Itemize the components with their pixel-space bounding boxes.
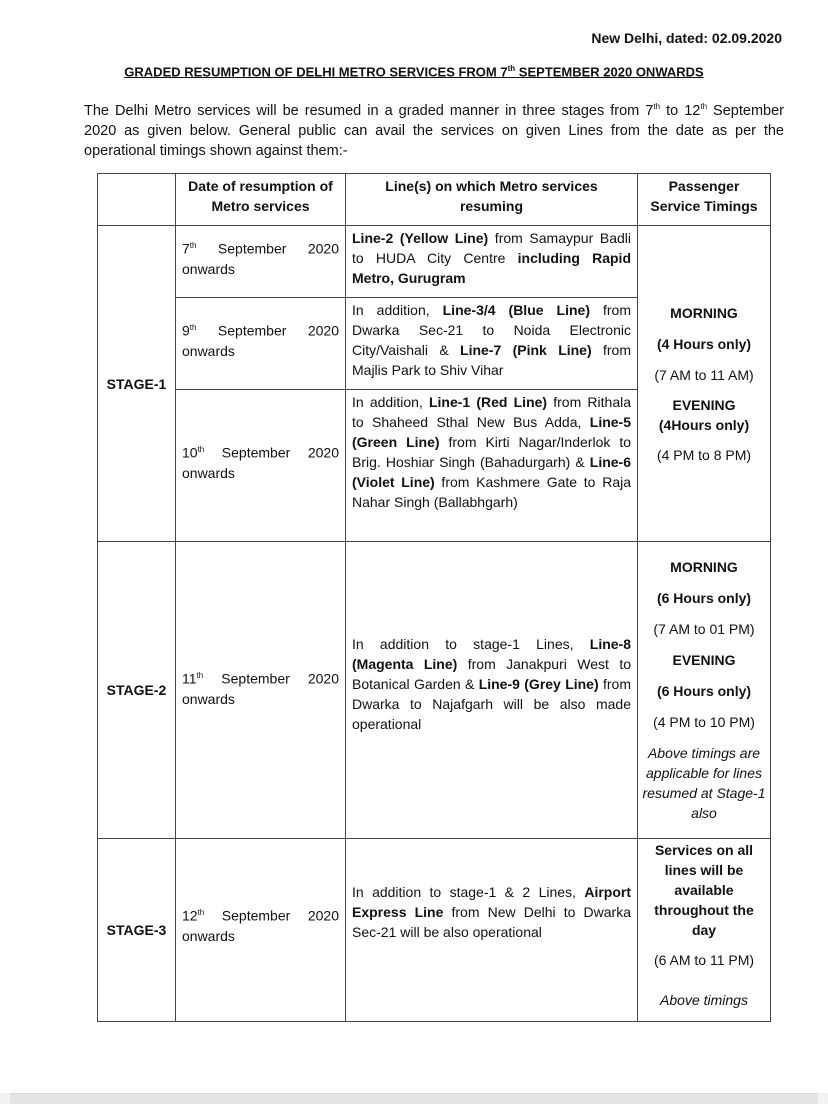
line-name: Line-9 (Grey Line)	[478, 676, 599, 692]
stage3-timings-cell	[638, 839, 771, 1022]
lines-cell	[346, 839, 638, 1022]
date-cell	[176, 226, 346, 298]
stage-label: STAGE-2	[98, 542, 176, 839]
morning-label: MORNING	[670, 304, 738, 321]
line-name: Line-2 (Yellow Line)	[352, 230, 489, 246]
title-text-b: SEPTEMBER 2020 ONWARDS	[515, 64, 704, 80]
document-title	[0, 64, 828, 79]
timings-note: Above timings are applicable for lines resumed at Stage-1 also	[642, 745, 766, 821]
title-sup: th	[507, 64, 516, 73]
evening-label: EVENING	[672, 396, 736, 413]
lines-cell	[346, 542, 638, 839]
line-name: including Rapid Metro, Gurugram	[352, 250, 631, 286]
evening-label: EVENING	[672, 652, 736, 668]
date-text: September 2020 onwards	[182, 907, 339, 944]
header-timings: Passenger Service Timings	[638, 174, 771, 226]
line-name: Line-1 (Red Line)	[428, 394, 548, 410]
line-name: Line-5 (Green Line)	[352, 414, 631, 450]
date-text: September 2020 onwards	[182, 444, 339, 481]
header-row	[98, 174, 771, 226]
intro-sup-1: th	[653, 102, 661, 111]
stage2-timings-cell	[638, 542, 771, 839]
line-name: Line-6 (Violet Line)	[352, 454, 631, 490]
morning-label: MORNING	[670, 559, 738, 575]
date-cell	[176, 390, 346, 542]
resumption-schedule-table	[97, 173, 771, 1022]
timings-note: Above timings	[660, 992, 748, 1008]
morning-hours: (6 Hours only)	[656, 590, 752, 606]
date-day: 7	[182, 240, 190, 257]
date-sup: th	[197, 445, 205, 454]
line-text: In addition to stage-1 & 2 Lines,	[352, 884, 585, 900]
date-sup: th	[189, 323, 197, 332]
line-text: from New Delhi to Dwarka Sec-21 will be also operational	[352, 904, 631, 940]
dated-line: New Delhi, dated: 02.09.2020	[591, 30, 782, 46]
line-text: from Dwarka to Najafgarh will be also made operational	[352, 676, 631, 732]
date-day: 12	[182, 907, 198, 924]
date-day: 9	[182, 322, 190, 339]
table-row	[98, 226, 771, 298]
line-text: from Samaypur Badli to HUDA City Centre	[352, 230, 632, 266]
evening-hours: (6 Hours only)	[656, 683, 752, 699]
date-day: 10	[182, 444, 198, 461]
line-name: Airport Express Line	[352, 884, 631, 920]
date-text: September 2020 onwards	[182, 322, 339, 359]
lines-cell	[346, 390, 638, 542]
line-text: from Kashmere Gate to Raja Nahar Singh (Ballabhgarh)	[352, 474, 631, 510]
morning-hours: (4 Hours only)	[656, 335, 752, 352]
evening-hours: (4Hours only)	[658, 416, 750, 433]
header-date: Date of resumption of Metro services	[176, 174, 346, 226]
date-cell	[176, 542, 346, 839]
line-name: Line-7 (Pink Line)	[460, 342, 592, 358]
date-cell	[176, 839, 346, 1022]
lines-cell	[346, 226, 638, 298]
line-text: In addition,	[352, 302, 443, 318]
all-day-time: (6 AM to 11 PM)	[653, 952, 755, 968]
intro-text-2: to 12	[660, 102, 701, 119]
intro-text-1: The Delhi Metro services will be resumed in a graded manner in three stages from 7	[84, 102, 654, 119]
line-text: from Dwarka Sec-21 to Noida Electronic City/Vaishali &	[352, 302, 632, 358]
line-text: from Majlis Park to Shiv Vihar	[352, 342, 631, 378]
lines-cell	[346, 298, 638, 390]
intro-paragraph	[84, 97, 784, 161]
morning-time: (7 AM to 11 AM)	[654, 366, 754, 383]
line-name: Line-8 (Magenta Line)	[352, 636, 631, 672]
all-day-services: Services on all lines will be available throughout the day	[654, 842, 754, 938]
header-lines: Line(s) on which Metro services resuming	[346, 174, 638, 226]
line-text: from Rithala to Shaheed Sthal New Bus Adda,	[352, 394, 631, 430]
title-text-a: GRADED RESUMPTION OF DELHI METRO SERVICES FROM 7	[124, 64, 508, 80]
date-cell	[176, 298, 346, 390]
date-sup: th	[197, 908, 205, 917]
table-row	[98, 839, 771, 1022]
stage-label: STAGE-3	[98, 839, 176, 1022]
stage-label: STAGE-1	[98, 226, 176, 542]
date-sup: th	[196, 671, 204, 680]
date-text: September 2020 onwards	[182, 670, 339, 707]
line-text: In addition to stage-1 Lines,	[352, 636, 590, 652]
evening-time: (4 PM to 8 PM)	[656, 446, 752, 463]
line-text: In addition,	[352, 394, 429, 410]
date-sup: th	[189, 241, 197, 250]
line-text: from Janakpuri West to Botanical Garden &	[352, 656, 631, 692]
date-text: September 2020 onwards	[182, 240, 339, 277]
line-text: from Kirti Nagar/Inderlok to Brig. Hoshiar Singh (Bahadurgarh) &	[352, 434, 631, 470]
date-day: 11	[182, 670, 197, 687]
intro-text-3: September 2020 as given below. General public can avail the services on given Lines from the date as per the operational timings shown against them:-	[84, 102, 784, 159]
evening-time: (4 PM to 10 PM)	[653, 714, 755, 730]
stage1-timings-cell	[638, 226, 771, 542]
intro-sup-2: th	[700, 102, 708, 111]
page-edge	[10, 1093, 818, 1104]
morning-time: (7 AM to 01 PM)	[653, 621, 755, 637]
line-name: Line-3/4 (Blue Line)	[442, 302, 590, 318]
table-row	[98, 542, 771, 839]
header-stage	[98, 174, 176, 226]
